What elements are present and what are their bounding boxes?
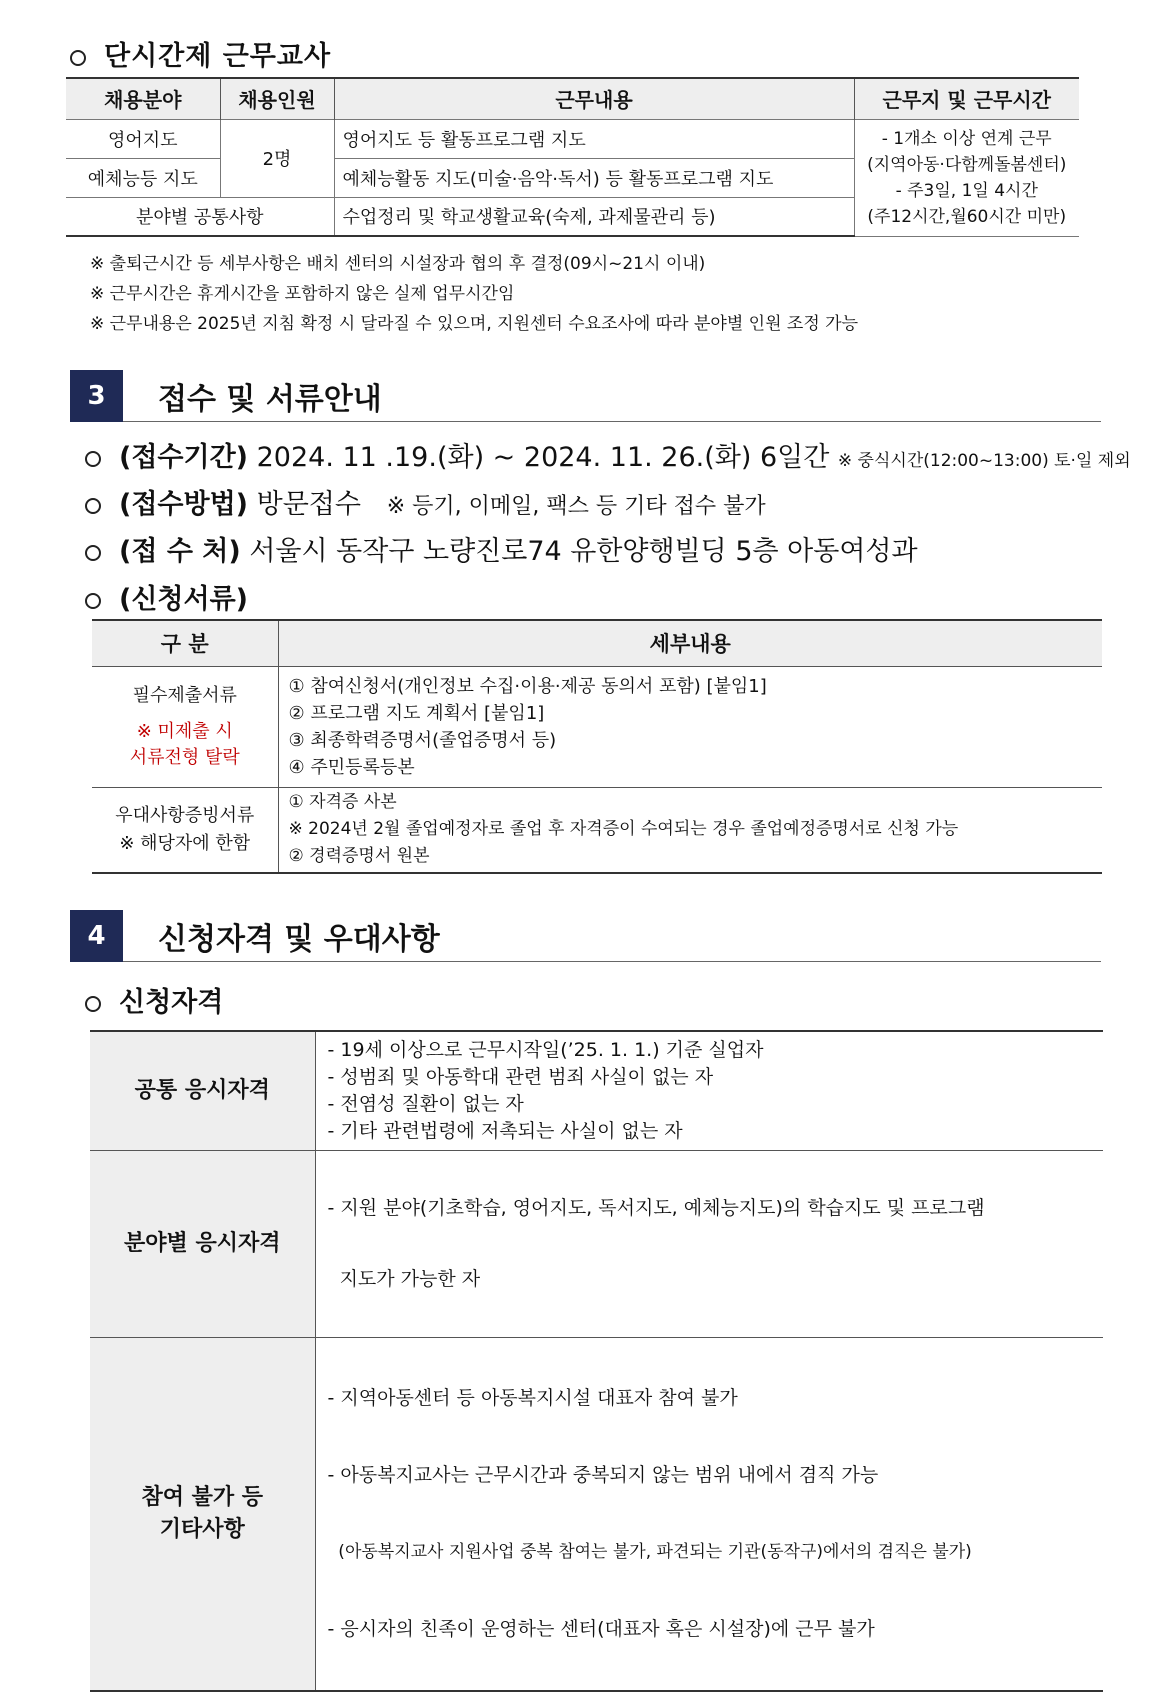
place-label: (접 수 처) (119, 536, 241, 567)
note-line: ※ 출퇴근시간 등 세부사항은 배치 센터의 시설장과 협의 후 결정(09시~21시 이내) (90, 254, 706, 274)
period-note: ※ 중식시간(12:00~13:00) 토·일 제외 (837, 451, 1131, 471)
section-title: 접수 및 서류안내 (158, 382, 382, 417)
list-item: ② 경력증명서 원본 (288, 846, 430, 867)
list-item: ※ 2024년 2월 졸업예정자로 졸업 후 자격증이 수여되는 경우 졸업예정증명서로 신청 가능 (288, 819, 959, 840)
header-detail: 세부내용 (278, 620, 1102, 666)
divider (123, 961, 1101, 962)
docs-label: (신청서류) (119, 584, 249, 615)
docs-item (85, 577, 248, 616)
headcount-cell: 2명 (220, 119, 334, 197)
circle-bullet-icon (85, 498, 101, 514)
header-headcount: 채용인원 (220, 78, 334, 119)
period-label: (접수기간) (119, 442, 249, 473)
divider (123, 421, 1101, 422)
circle-bullet-icon (85, 545, 101, 561)
list-item: ① 참여신청서(개인정보 수집·이용·제공 동의서 포함) [붙임1] (288, 675, 767, 697)
field-cell: 영어지도 (66, 119, 220, 158)
label-cell: 공통 응시자격 (90, 1031, 315, 1150)
list-item: - 기타 관련법령에 저촉되는 사실이 없는 자 (327, 1119, 683, 1142)
place-value: 서울시 동작구 노량진로74 유한양행빌딩 5층 아동여성과 (249, 536, 918, 567)
list-item: ④ 주민등록등본 (288, 756, 415, 778)
list-item: - 성범죄 및 아동학대 관련 범죄 사실이 없는 자 (327, 1065, 714, 1088)
header-field: 채용분야 (66, 78, 220, 119)
note-line: ※ 근무시간은 휴게시간을 포함하지 않은 실제 업무시간임 (90, 284, 515, 304)
field-cell: 예체능등 지도 (66, 158, 220, 197)
header-content: 근무내용 (334, 78, 854, 119)
method-item (85, 482, 766, 521)
table-row (92, 787, 1102, 873)
period-value: 2024. 11 .19.(화) ~ 2024. 11. 26.(화) 6일간 (256, 442, 830, 473)
place-time-line: - 주3일, 1일 4시간 (895, 180, 1038, 201)
part-time-title-text: 단시간제 근무교사 (104, 41, 332, 72)
content-cell: 예체능활동 지도(미술·음악·독서) 등 활동프로그램 지도 (334, 158, 854, 197)
notes (90, 249, 858, 339)
header-place-time: 근무지 및 근무시간 (854, 78, 1079, 119)
table-row (90, 1031, 1103, 1150)
place-time-cell (854, 119, 1079, 236)
table-header-row (66, 78, 1079, 119)
preferred-cell (92, 787, 278, 873)
qualification-item (85, 980, 223, 1019)
list-item: ③ 최종학력증명서(졸업증명서 등) (288, 729, 557, 751)
qualification-table (90, 1030, 1103, 1692)
field-cell: 분야별 공통사항 (66, 197, 334, 236)
part-time-title (70, 34, 331, 73)
circle-bullet-icon (70, 50, 86, 66)
list-item: - 19세 이상으로 근무시작일(’25. 1. 1.) 기준 실업자 (327, 1038, 764, 1061)
section-title: 신청자격 및 우대사항 (158, 922, 440, 957)
items-cell (315, 1337, 1103, 1691)
method-value: 방문접수 (256, 489, 361, 520)
table-row (90, 1337, 1103, 1691)
items-cell (315, 1150, 1103, 1337)
required-cell (92, 666, 278, 787)
list-item: 지도가 가능한 자 (327, 1267, 481, 1290)
circle-bullet-icon (85, 996, 101, 1012)
section-number: 4 (70, 910, 123, 962)
preferred-title: 우대사항증빙서류 (115, 804, 255, 826)
circle-bullet-icon (85, 593, 101, 609)
place-time-line: (지역아동·다함께돌봄센터) (867, 154, 1067, 175)
label-cell: 분야별 응시자격 (90, 1150, 315, 1337)
table-row (66, 119, 1079, 158)
list-item: - 응시자의 친족이 운영하는 센터(대표자 혹은 시설장)에 근무 불가 (327, 1617, 875, 1640)
label-cell: 참여 불가 등 기타사항 (90, 1337, 315, 1691)
required-items (278, 666, 1102, 787)
place-time-line: (주12시간,월60시간 미만) (867, 206, 1067, 227)
required-note: ※ 미제출 시 (136, 720, 233, 742)
part-time-table (66, 77, 1079, 237)
note-line: ※ 근무내용은 2025년 지침 확정 시 달라질 수 있으며, 지원센터 수요조사에 따라 분야별 인원 조정 가능 (90, 314, 859, 334)
required-note: 서류전형 탈락 (129, 746, 240, 768)
table-header-row (92, 620, 1102, 666)
required-title: 필수제출서류 (132, 684, 237, 706)
place-time-line: - 1개소 이상 연계 근무 (881, 128, 1052, 149)
qualification-label: 신청자격 (119, 987, 224, 1018)
docs-table (92, 619, 1102, 874)
preferred-note: ※ 해당자에 한함 (119, 832, 251, 854)
preferred-items (278, 787, 1102, 873)
list-item: (아동복지교사 지원사업 중복 참여는 불가, 파견되는 기관(동작구)에서의 겸직은 불가) (327, 1541, 972, 1562)
list-item: ② 프로그램 지도 계획서 [붙임1] (288, 702, 545, 724)
period-item (85, 435, 1131, 474)
list-item: - 전염성 질환이 없는 자 (327, 1092, 524, 1115)
circle-bullet-icon (85, 451, 101, 467)
list-item: - 지역아동센터 등 아동복지시설 대표자 참여 불가 (327, 1386, 738, 1409)
method-label: (접수방법) (119, 489, 249, 520)
content-cell: 영어지도 등 활동프로그램 지도 (334, 119, 854, 158)
section-number: 3 (70, 370, 123, 422)
table-row (92, 666, 1102, 787)
method-note: ※ 등기, 이메일, 팩스 등 기타 접수 불가 (386, 494, 766, 519)
place-item (85, 529, 918, 568)
list-item: ① 자격증 사본 (288, 792, 397, 813)
list-item: - 아동복지교사는 근무시간과 중복되지 않는 범위 내에서 겸직 가능 (327, 1463, 879, 1486)
content-cell: 수업정리 및 학교생활교육(숙제, 과제물관리 등) (334, 197, 854, 236)
header-category: 구 분 (92, 620, 278, 666)
list-item: - 지원 분야(기초학습, 영어지도, 독서지도, 예체능지도)의 학습지도 및 프로그램 (327, 1196, 985, 1219)
items-cell (315, 1031, 1103, 1150)
table-row (90, 1150, 1103, 1337)
